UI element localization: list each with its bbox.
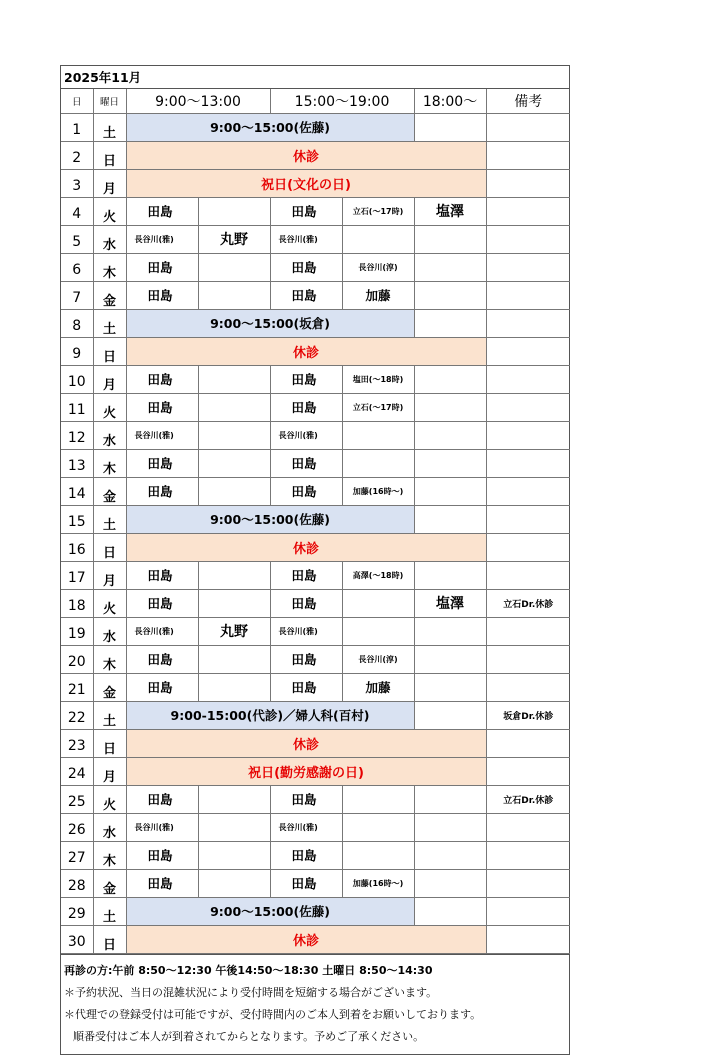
afternoon-doctor-1: 田島: [270, 841, 342, 869]
schedule-row: [61, 253, 570, 281]
day-number: 5: [61, 225, 93, 253]
morning-doctor-1: 田島: [126, 785, 198, 813]
header-afternoon: 15:00〜19:00: [270, 89, 414, 113]
weekday-label: 月: [93, 365, 126, 393]
morning-doctor-1: 田島: [126, 841, 198, 869]
afternoon-doctor-2: 加藤: [342, 673, 414, 701]
day-number: 1: [61, 113, 93, 141]
schedule-row: [61, 337, 570, 365]
evening-doctor: [414, 225, 486, 253]
afternoon-doctor-2: 高澤(〜18時): [342, 561, 414, 589]
remarks-cell: [486, 449, 570, 477]
day-number: 2: [61, 141, 93, 169]
weekday-label: 月: [93, 169, 126, 197]
morning-doctor-2: [198, 589, 270, 617]
closed-notice: 休診: [126, 141, 486, 169]
remarks-cell: [486, 561, 570, 589]
remarks-cell: [486, 673, 570, 701]
note-order: 順番受付はご本人が到着されてからとなります。予めご了承ください。: [73, 1029, 425, 1043]
remarks-cell: [486, 169, 570, 197]
schedule-row: [61, 197, 570, 225]
evening-doctor: [414, 617, 486, 645]
morning-doctor-1: 田島: [126, 393, 198, 421]
weekday-label: 土: [93, 505, 126, 533]
remarks-cell: [486, 281, 570, 309]
weekday-label: 火: [93, 785, 126, 813]
morning-doctor-1: 田島: [126, 197, 198, 225]
weekday-label: 日: [93, 925, 126, 953]
afternoon-doctor-1: 長谷川(雅): [270, 813, 342, 841]
afternoon-doctor-1: 田島: [270, 365, 342, 393]
morning-doctor-2: [198, 365, 270, 393]
schedule-row: [61, 421, 570, 449]
remarks-cell: [486, 225, 570, 253]
schedule-row: [61, 281, 570, 309]
weekday-label: 日: [93, 141, 126, 169]
remarks-cell: [486, 869, 570, 897]
remarks-cell: [486, 841, 570, 869]
closed-notice: 休診: [126, 533, 486, 561]
weekday-label: 金: [93, 477, 126, 505]
weekday-label: 金: [93, 869, 126, 897]
afternoon-doctor-2: [342, 617, 414, 645]
day-number: 22: [61, 701, 93, 729]
schedule-row: [61, 393, 570, 421]
evening-doctor: [414, 421, 486, 449]
remarks-cell: [486, 393, 570, 421]
day-number: 26: [61, 813, 93, 841]
schedule-row: [61, 897, 570, 925]
schedule-row: [61, 617, 570, 645]
day-number: 18: [61, 589, 93, 617]
day-number: 14: [61, 477, 93, 505]
evening-empty: [414, 897, 486, 925]
closed-notice: 祝日(勤労感謝の日): [126, 757, 486, 785]
remarks-cell: [486, 757, 570, 785]
evening-doctor: [414, 449, 486, 477]
morning-doctor-2: [198, 813, 270, 841]
closed-notice: 休診: [126, 925, 486, 953]
evening-doctor: 塩澤: [414, 589, 486, 617]
morning-doctor-1: 田島: [126, 869, 198, 897]
schedule-table: [61, 89, 570, 954]
weekday-label: 木: [93, 449, 126, 477]
afternoon-doctor-2: [342, 841, 414, 869]
evening-doctor: [414, 561, 486, 589]
saturday-hours: 9:00〜15:00(佐藤): [126, 113, 414, 141]
saturday-hours: 9:00〜15:00(佐藤): [126, 505, 414, 533]
morning-doctor-2: [198, 869, 270, 897]
remarks-cell: [486, 477, 570, 505]
afternoon-doctor-2: 加藤(16時〜): [342, 869, 414, 897]
day-number: 3: [61, 169, 93, 197]
weekday-label: 土: [93, 897, 126, 925]
weekday-label: 水: [93, 617, 126, 645]
afternoon-doctor-1: 田島: [270, 393, 342, 421]
weekday-label: 水: [93, 813, 126, 841]
afternoon-doctor-1: 田島: [270, 561, 342, 589]
day-number: 12: [61, 421, 93, 449]
morning-doctor-1: 長谷川(雅): [126, 225, 198, 253]
morning-doctor-2: [198, 841, 270, 869]
saturday-hours: 9:00〜15:00(佐藤): [126, 897, 414, 925]
afternoon-doctor-2: [342, 813, 414, 841]
morning-doctor-1: 田島: [126, 253, 198, 281]
reexam-hours: 再診の方:午前 8:50〜12:30 午後14:50〜18:30 土曜日 8:50〜14:30: [64, 963, 433, 977]
afternoon-doctor-2: [342, 589, 414, 617]
morning-doctor-1: 田島: [126, 589, 198, 617]
schedule-row: [61, 841, 570, 869]
morning-doctor-2: [198, 197, 270, 225]
day-number: 13: [61, 449, 93, 477]
afternoon-doctor-1: 田島: [270, 673, 342, 701]
remarks-cell: [486, 141, 570, 169]
evening-doctor: [414, 673, 486, 701]
weekday-label: 木: [93, 645, 126, 673]
weekday-label: 土: [93, 113, 126, 141]
afternoon-doctor-2: 立石(〜17時): [342, 393, 414, 421]
afternoon-doctor-1: 長谷川(雅): [270, 225, 342, 253]
afternoon-doctor-1: 長谷川(雅): [270, 421, 342, 449]
day-number: 6: [61, 253, 93, 281]
schedule-title: 2025年11月: [61, 66, 569, 89]
afternoon-doctor-1: 田島: [270, 281, 342, 309]
day-number: 10: [61, 365, 93, 393]
schedule-row: [61, 477, 570, 505]
afternoon-doctor-1: 田島: [270, 197, 342, 225]
weekday-label: 土: [93, 309, 126, 337]
schedule-row: [61, 757, 570, 785]
afternoon-doctor-2: 長谷川(淳): [342, 645, 414, 673]
afternoon-doctor-1: 田島: [270, 869, 342, 897]
morning-doctor-1: 田島: [126, 281, 198, 309]
afternoon-doctor-2: [342, 785, 414, 813]
afternoon-doctor-2: 加藤: [342, 281, 414, 309]
weekday-label: 火: [93, 589, 126, 617]
notes-section: [61, 954, 569, 1054]
afternoon-doctor-1: 田島: [270, 253, 342, 281]
schedule-row: [61, 225, 570, 253]
schedule-row: [61, 785, 570, 813]
day-number: 19: [61, 617, 93, 645]
weekday-label: 火: [93, 393, 126, 421]
day-number: 4: [61, 197, 93, 225]
evening-doctor: [414, 645, 486, 673]
schedule-row: [61, 169, 570, 197]
day-number: 20: [61, 645, 93, 673]
weekday-label: 水: [93, 225, 126, 253]
schedule-row: [61, 813, 570, 841]
evening-doctor: [414, 253, 486, 281]
afternoon-doctor-2: [342, 449, 414, 477]
evening-doctor: [414, 393, 486, 421]
day-number: 7: [61, 281, 93, 309]
morning-doctor-2: [198, 785, 270, 813]
afternoon-doctor-1: 田島: [270, 645, 342, 673]
morning-doctor-2: [198, 645, 270, 673]
remarks-cell: [486, 533, 570, 561]
evening-empty: [414, 309, 486, 337]
remarks-cell: [486, 113, 570, 141]
day-number: 24: [61, 757, 93, 785]
remarks-cell: [486, 617, 570, 645]
afternoon-doctor-2: 長谷川(淳): [342, 253, 414, 281]
weekday-label: 木: [93, 841, 126, 869]
schedule-row: [61, 701, 570, 729]
evening-doctor: [414, 813, 486, 841]
note-shorten: ＊予約状況、当日の混雑状況により受付時間を短縮する場合がございます。: [64, 985, 438, 999]
schedule-row: [61, 925, 570, 953]
morning-doctor-2: [198, 673, 270, 701]
closed-notice: 休診: [126, 337, 486, 365]
day-number: 28: [61, 869, 93, 897]
day-number: 16: [61, 533, 93, 561]
day-number: 29: [61, 897, 93, 925]
schedule-row: [61, 113, 570, 141]
morning-doctor-1: 田島: [126, 673, 198, 701]
day-number: 23: [61, 729, 93, 757]
schedule-row: [61, 561, 570, 589]
morning-doctor-2: [198, 477, 270, 505]
evening-doctor: [414, 841, 486, 869]
morning-doctor-1: 田島: [126, 365, 198, 393]
remarks-cell: [486, 505, 570, 533]
day-number: 25: [61, 785, 93, 813]
evening-doctor: [414, 869, 486, 897]
remarks-cell: [486, 309, 570, 337]
remarks-cell: [486, 897, 570, 925]
schedule-row: [61, 505, 570, 533]
schedule-row: [61, 449, 570, 477]
day-number: 30: [61, 925, 93, 953]
saturday-hours: 9:00〜15:00(坂倉): [126, 309, 414, 337]
morning-doctor-1: 長谷川(雅): [126, 421, 198, 449]
morning-doctor-1: 田島: [126, 645, 198, 673]
evening-doctor: [414, 477, 486, 505]
morning-doctor-1: 長谷川(雅): [126, 813, 198, 841]
day-number: 11: [61, 393, 93, 421]
note-proxy: ＊代理での登録受付は可能ですが、受付時間内のご本人到着をお願いしております。: [64, 1007, 482, 1021]
weekday-label: 金: [93, 673, 126, 701]
weekday-label: 月: [93, 561, 126, 589]
remarks-cell: 立石Dr.休診: [486, 589, 570, 617]
weekday-label: 水: [93, 421, 126, 449]
evening-doctor: [414, 365, 486, 393]
weekday-label: 金: [93, 281, 126, 309]
schedule-row: [61, 645, 570, 673]
weekday-label: 木: [93, 253, 126, 281]
afternoon-doctor-1: 田島: [270, 449, 342, 477]
remarks-cell: [486, 421, 570, 449]
header-remarks: 備考: [486, 89, 570, 113]
header-day: 日: [61, 89, 93, 113]
afternoon-doctor-1: 長谷川(雅): [270, 617, 342, 645]
day-number: 15: [61, 505, 93, 533]
weekday-label: 火: [93, 197, 126, 225]
morning-doctor-2: [198, 393, 270, 421]
weekday-label: 日: [93, 533, 126, 561]
morning-doctor-2: [198, 421, 270, 449]
morning-doctor-1: 長谷川(雅): [126, 617, 198, 645]
schedule-row: [61, 869, 570, 897]
remarks-cell: [486, 925, 570, 953]
schedule-row: [61, 533, 570, 561]
closed-notice: 休診: [126, 729, 486, 757]
closed-notice: 祝日(文化の日): [126, 169, 486, 197]
weekday-label: 土: [93, 701, 126, 729]
remarks-cell: 坂倉Dr.休診: [486, 701, 570, 729]
afternoon-doctor-2: 立石(〜17時): [342, 197, 414, 225]
morning-doctor-2: [198, 253, 270, 281]
remarks-cell: 立石Dr.休診: [486, 785, 570, 813]
remarks-cell: [486, 729, 570, 757]
evening-doctor: [414, 281, 486, 309]
evening-empty: [414, 505, 486, 533]
morning-doctor-2: 丸野: [198, 617, 270, 645]
day-number: 27: [61, 841, 93, 869]
morning-doctor-1: 田島: [126, 477, 198, 505]
remarks-cell: [486, 253, 570, 281]
afternoon-doctor-2: [342, 421, 414, 449]
remarks-cell: [486, 813, 570, 841]
afternoon-doctor-1: 田島: [270, 785, 342, 813]
remarks-cell: [486, 197, 570, 225]
weekday-label: 日: [93, 337, 126, 365]
schedule-sheet: [60, 65, 570, 1055]
afternoon-doctor-2: 塩田(〜18時): [342, 365, 414, 393]
remarks-cell: [486, 337, 570, 365]
afternoon-doctor-1: 田島: [270, 477, 342, 505]
day-number: 21: [61, 673, 93, 701]
evening-empty: [414, 701, 486, 729]
day-number: 17: [61, 561, 93, 589]
morning-doctor-2: [198, 281, 270, 309]
schedule-row: [61, 141, 570, 169]
morning-doctor-1: 田島: [126, 561, 198, 589]
header-row: [61, 89, 570, 113]
day-number: 9: [61, 337, 93, 365]
schedule-row: [61, 673, 570, 701]
evening-doctor: [414, 785, 486, 813]
evening-doctor: 塩澤: [414, 197, 486, 225]
schedule-row: [61, 729, 570, 757]
morning-doctor-1: 田島: [126, 449, 198, 477]
weekday-label: 月: [93, 757, 126, 785]
schedule-row: [61, 365, 570, 393]
morning-doctor-2: 丸野: [198, 225, 270, 253]
morning-doctor-2: [198, 561, 270, 589]
remarks-cell: [486, 365, 570, 393]
afternoon-doctor-1: 田島: [270, 589, 342, 617]
day-number: 8: [61, 309, 93, 337]
header-weekday: 曜日: [93, 89, 126, 113]
afternoon-doctor-2: 加藤(16時〜): [342, 477, 414, 505]
header-evening: 18:00〜: [414, 89, 486, 113]
evening-empty: [414, 113, 486, 141]
saturday-hours: 9:00-15:00(代診)／婦人科(百村): [126, 701, 414, 729]
weekday-label: 日: [93, 729, 126, 757]
morning-doctor-2: [198, 449, 270, 477]
header-morning: 9:00〜13:00: [126, 89, 270, 113]
remarks-cell: [486, 645, 570, 673]
schedule-row: [61, 589, 570, 617]
afternoon-doctor-2: [342, 225, 414, 253]
schedule-row: [61, 309, 570, 337]
